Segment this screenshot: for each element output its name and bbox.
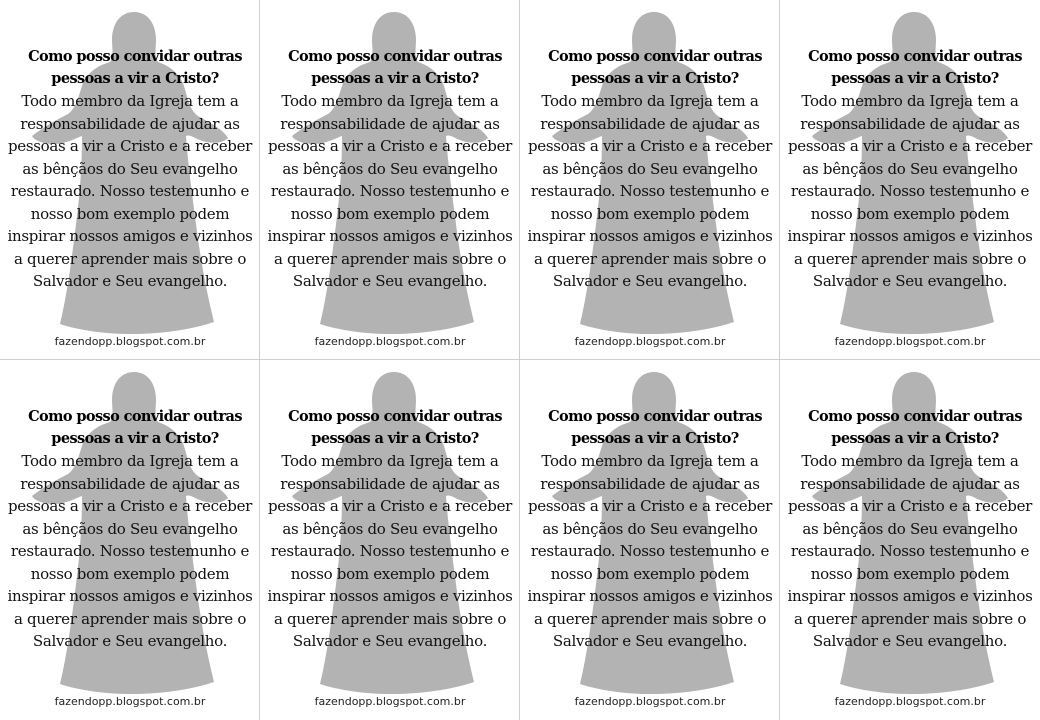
card xyxy=(0,360,260,720)
card-footer-url: fazendopp.blogspot.com.br xyxy=(54,695,206,708)
card-body-text: Todo membro da Igreja tem a responsabilidade de ajudar as pessoas a vir a Cristo e a receber as bênçãos do Seu evangelho restaurado. Nosso testemunho e nosso bom exemplo podem inspirar nossos amigos e vizinhos a querer aprender mais sobre o Salvador e Seu evangelho. xyxy=(7,452,253,650)
card-footer-url: fazendopp.blogspot.com.br xyxy=(574,695,726,708)
card-content xyxy=(520,406,780,653)
card-body-text: Todo membro da Igreja tem a responsabilidade de ajudar as pessoas a vir a Cristo e a receber as bênçãos do Seu evangelho restaurado. Nosso testemunho e nosso bom exemplo podem inspirar nossos amigos e vizinhos a querer aprender mais sobre o Salvador e Seu evangelho. xyxy=(527,452,773,650)
card xyxy=(260,0,520,360)
card-title-line1: Como posso convidar outras xyxy=(548,48,762,65)
card-footer-url: fazendopp.blogspot.com.br xyxy=(574,335,726,348)
card-title-line1: Como posso convidar outras xyxy=(808,408,1022,425)
card-title-line1: Como posso convidar outras xyxy=(808,48,1022,65)
card-footer-url: fazendopp.blogspot.com.br xyxy=(314,695,466,708)
card-footer-url: fazendopp.blogspot.com.br xyxy=(314,335,466,348)
card-title-line2: pessoas a vir a Cristo? xyxy=(311,70,479,87)
card xyxy=(520,0,780,360)
card xyxy=(520,360,780,720)
card-content xyxy=(260,46,520,293)
card-body-text: Todo membro da Igreja tem a responsabilidade de ajudar as pessoas a vir a Cristo e a receber as bênçãos do Seu evangelho restaurado. Nosso testemunho e nosso bom exemplo podem inspirar nossos amigos e vizinhos a querer aprender mais sobre o Salvador e Seu evangelho. xyxy=(527,92,773,290)
card-content xyxy=(780,46,1040,293)
card-title-line1: Como posso convidar outras xyxy=(288,408,502,425)
card-title xyxy=(268,406,512,450)
card-body-text: Todo membro da Igreja tem a responsabilidade de ajudar as pessoas a vir a Cristo e a receber as bênçãos do Seu evangelho restaurado. Nosso testemunho e nosso bom exemplo podem inspirar nossos amigos e vizinhos a querer aprender mais sobre o Salvador e Seu evangelho. xyxy=(787,92,1033,290)
card-content xyxy=(260,406,520,653)
card-title xyxy=(528,406,772,450)
card-title xyxy=(528,46,772,90)
card-footer-url: fazendopp.blogspot.com.br xyxy=(54,335,206,348)
card xyxy=(780,360,1040,720)
card-title-line2: pessoas a vir a Cristo? xyxy=(311,430,479,447)
card-title-line2: pessoas a vir a Cristo? xyxy=(51,70,219,87)
card-content xyxy=(520,46,780,293)
card xyxy=(0,0,260,360)
card-body-text: Todo membro da Igreja tem a responsabilidade de ajudar as pessoas a vir a Cristo e a receber as bênçãos do Seu evangelho restaurado. Nosso testemunho e nosso bom exemplo podem inspirar nossos amigos e vizinhos a querer aprender mais sobre o Salvador e Seu evangelho. xyxy=(267,452,513,650)
card-content xyxy=(780,406,1040,653)
card-title-line1: Como posso convidar outras xyxy=(28,408,242,425)
card-footer-url: fazendopp.blogspot.com.br xyxy=(834,695,986,708)
card-content xyxy=(0,406,260,653)
card-title xyxy=(268,46,512,90)
card xyxy=(780,0,1040,360)
card-title xyxy=(788,406,1032,450)
card-title-line1: Como posso convidar outras xyxy=(288,48,502,65)
card-title-line2: pessoas a vir a Cristo? xyxy=(831,430,999,447)
card-content xyxy=(0,46,260,293)
card-title-line2: pessoas a vir a Cristo? xyxy=(571,430,739,447)
card-title-line1: Como posso convidar outras xyxy=(28,48,242,65)
card-footer-url: fazendopp.blogspot.com.br xyxy=(834,335,986,348)
card-title xyxy=(8,46,252,90)
card-body-text: Todo membro da Igreja tem a responsabilidade de ajudar as pessoas a vir a Cristo e a receber as bênçãos do Seu evangelho restaurado. Nosso testemunho e nosso bom exemplo podem inspirar nossos amigos e vizinhos a querer aprender mais sobre o Salvador e Seu evangelho. xyxy=(7,92,253,290)
card-title-line2: pessoas a vir a Cristo? xyxy=(51,430,219,447)
card-title-line1: Como posso convidar outras xyxy=(548,408,762,425)
card-title-line2: pessoas a vir a Cristo? xyxy=(571,70,739,87)
card-title xyxy=(788,46,1032,90)
card-title xyxy=(8,406,252,450)
card-title-line2: pessoas a vir a Cristo? xyxy=(831,70,999,87)
card xyxy=(260,360,520,720)
card-body-text: Todo membro da Igreja tem a responsabilidade de ajudar as pessoas a vir a Cristo e a receber as bênçãos do Seu evangelho restaurado. Nosso testemunho e nosso bom exemplo podem inspirar nossos amigos e vizinhos a querer aprender mais sobre o Salvador e Seu evangelho. xyxy=(787,452,1033,650)
card-body-text: Todo membro da Igreja tem a responsabilidade de ajudar as pessoas a vir a Cristo e a receber as bênçãos do Seu evangelho restaurado. Nosso testemunho e nosso bom exemplo podem inspirar nossos amigos e vizinhos a querer aprender mais sobre o Salvador e Seu evangelho. xyxy=(267,92,513,290)
